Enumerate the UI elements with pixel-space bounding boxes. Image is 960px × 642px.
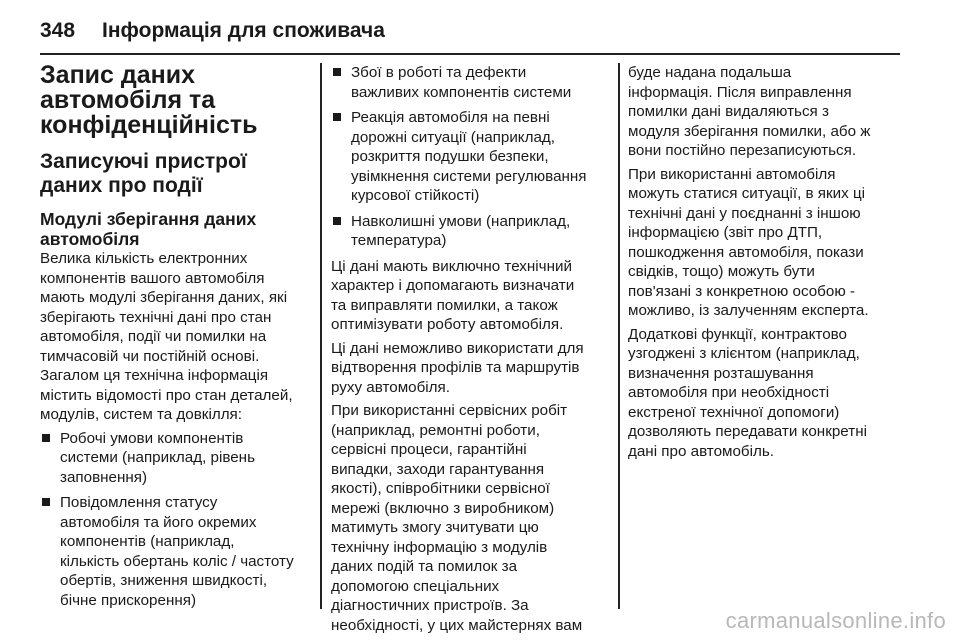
topic-heading: Модулі зберігання даних автомобіля	[40, 209, 257, 249]
column-divider-1	[320, 63, 322, 609]
watermark: carmanualsonline.info	[725, 608, 946, 633]
paragraph: Ці дані мають виключно технічний характер і допомагають визначати та виправляти помилки, а також оптимізувати роботу автомобіля.	[331, 257, 575, 333]
list-item: Робочі умови компонентів системи (наприклад, рівень заповнення)	[40, 429, 310, 488]
bullet-list	[40, 429, 310, 611]
list-item: Збої в роботі та дефекти важливих компонентів системи	[331, 63, 607, 102]
column-3	[628, 63, 904, 465]
list-item: Навколишні умови (наприклад, температура)	[331, 212, 607, 251]
paragraph: Ці дані неможливо використати для відтворення профілів та маршрутів руху автомобіля.	[331, 339, 584, 396]
column-divider-2	[618, 63, 620, 609]
header-rule	[40, 53, 900, 55]
page-number: 348	[40, 19, 76, 42]
paragraph: При використанні автомобіля можуть статися ситуації, в яких ці технічні дані у поєднанні з іншою інформацією (звіт про ДТП, пошкодження автомобіля, покази свідків, тощо) можуть бути пов'язані з конкретною особою - можливо, із залученням експерта.	[628, 165, 869, 319]
bullet-list	[331, 63, 607, 251]
paragraph: буде надана подальша інформація. Після виправлення помилки дані видаляються з модуля зберігання помилки, або ж вони постійно перезаписуються.	[628, 64, 871, 159]
paragraph: При використанні сервісних робіт (наприклад, ремонтні роботи, сервісні процеси, гарантійні випадки, заходи гарантування якості), співробітники сервісної мережі (включно з виробником) матимуть змогу зчитувати цю технічну інформацію з модулів даних подій та помилок за допомогою спеціальних діагностичних пристроїв. За необхідності, у цих майстернях вам	[331, 402, 583, 634]
intro-paragraph: Велика кількість електронних компонентів вашого автомобіля мають модулі зберігання даних, які зберігають технічні дані про стан автомобіля, події чи помилки на тимчасовій чи постійній основі. Загалом ця технічна інформація містить відомості про стан деталей, модулів, систем та довкілля:	[40, 250, 293, 423]
page-header	[40, 14, 385, 48]
column-2	[331, 63, 607, 639]
subsection-heading: Записуючі пристрої даних про події	[40, 150, 247, 197]
paragraph: Додаткові функції, контрактово узгоджені з клієнтом (наприклад, визначення розташування автомобіля при необхідності екстреної технічної допомоги) дозволяють передавати конкретні дані про автомобіль.	[628, 325, 867, 460]
column-1	[40, 63, 310, 616]
list-item: Реакція автомобіля на певні дорожні ситуації (наприклад, розкриття подушки безпеки, увімкнення системи регулювання курсової стійкості)	[331, 108, 607, 206]
section-heading: Запис даних автомобіля та конфіденційність	[40, 61, 258, 139]
list-item: Повідомлення статусу автомобіля та його окремих компонентів (наприклад, кількість обертань коліс / частоту обертів, зниження швидкості, бічне прискорення)	[40, 493, 310, 610]
header-title: Інформація для споживача	[102, 19, 385, 42]
